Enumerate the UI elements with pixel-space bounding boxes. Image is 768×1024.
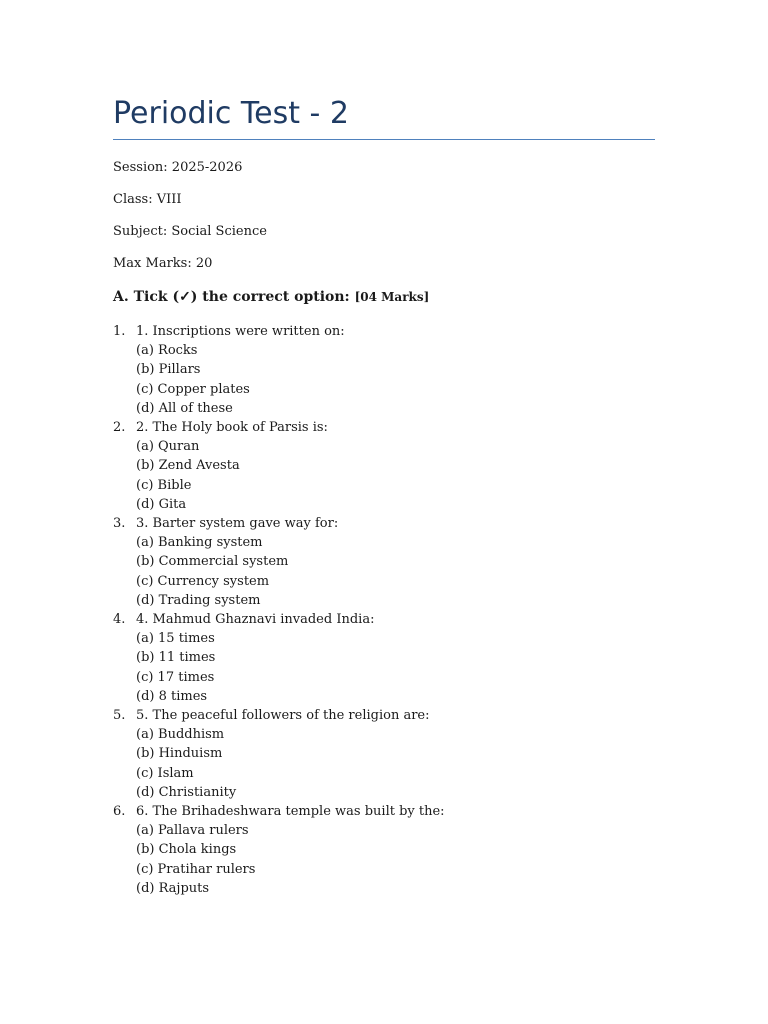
question-item xyxy=(113,514,445,610)
question-option: (a) Pallava rulers xyxy=(136,823,249,839)
question-option: (d) Trading system xyxy=(136,592,261,608)
question-option: (d) All of these xyxy=(136,400,233,416)
question-item xyxy=(113,418,445,514)
question-option: (b) Chola kings xyxy=(136,842,237,858)
question-option: (c) Currency system xyxy=(136,573,270,589)
class-line: Class: VIII xyxy=(113,192,182,207)
question-number: 3. xyxy=(113,516,126,532)
question-option: (a) Banking system xyxy=(136,535,263,551)
question-option: (b) 11 times xyxy=(136,650,216,666)
section-a-marks: [04 Marks] xyxy=(354,290,430,304)
session-line: Session: 2025-2026 xyxy=(113,160,243,175)
question-option: (b) Zend Avesta xyxy=(136,458,240,474)
question-item xyxy=(113,802,445,898)
section-a-heading-text: A. Tick (✓) the correct option: xyxy=(113,289,350,305)
question-number: 2. xyxy=(113,420,126,436)
question-number: 4. xyxy=(113,612,126,628)
question-option: (a) 15 times xyxy=(136,631,215,647)
question-option: (c) Pratihar rulers xyxy=(136,861,256,877)
question-option: (c) 17 times xyxy=(136,669,215,685)
max-marks-line: Max Marks: 20 xyxy=(113,256,213,271)
question-option: (d) Gita xyxy=(136,496,187,512)
question-text: 6. The Brihadeshwara temple was built by the: xyxy=(136,804,445,820)
question-option: (d) 8 times xyxy=(136,688,208,704)
question-option: (d) Christianity xyxy=(136,784,237,800)
question-option: (c) Islam xyxy=(136,765,194,781)
question-text: 3. Barter system gave way for: xyxy=(136,516,339,532)
question-option: (b) Pillars xyxy=(136,362,201,378)
question-option: (d) Rajputs xyxy=(136,880,210,896)
question-text: 2. The Holy book of Parsis is: xyxy=(136,420,328,436)
question-option: (a) Rocks xyxy=(136,343,198,359)
question-item xyxy=(113,706,445,802)
question-option: (c) Bible xyxy=(136,477,192,493)
question-option: (a) Buddhism xyxy=(136,727,225,743)
question-option: (b) Commercial system xyxy=(136,554,289,570)
question-option: (a) Quran xyxy=(136,439,200,455)
question-text: 1. Inscriptions were written on: xyxy=(136,324,345,339)
question-item xyxy=(113,610,445,706)
question-text: 4. Mahmud Ghaznavi invaded India: xyxy=(136,612,375,628)
question-number: 6. xyxy=(113,804,126,820)
question-item xyxy=(113,322,445,418)
question-text: 5. The peaceful followers of the religion are: xyxy=(136,708,430,724)
question-option: (c) Copper plates xyxy=(136,381,250,397)
document-title: Periodic Test - 2 xyxy=(113,96,349,131)
question-number: 1. xyxy=(113,324,126,339)
section-a-heading xyxy=(113,288,429,306)
question-list xyxy=(113,322,445,898)
question-option: (b) Hinduism xyxy=(136,746,223,762)
subject-line: Subject: Social Science xyxy=(113,224,267,239)
title-divider xyxy=(113,139,655,140)
question-number: 5. xyxy=(113,708,126,724)
